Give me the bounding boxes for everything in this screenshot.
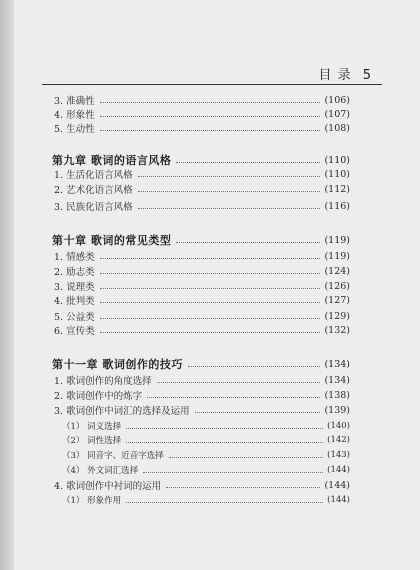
toc-entry (62, 462, 350, 478)
toc-entry-page: (127) (324, 294, 350, 306)
toc-entry-page: (138) (324, 389, 350, 401)
toc-entry (54, 181, 350, 197)
toc-chapter-entry (52, 232, 350, 248)
dot-leader (100, 318, 321, 319)
book-page (14, 0, 420, 570)
dot-leader (176, 242, 320, 243)
dot-leader (126, 428, 323, 429)
dot-leader (100, 332, 321, 333)
toc-entry-label: 3. 准确性 (54, 96, 95, 107)
toc-entry-page: (110) (324, 154, 350, 166)
toc-entry (54, 322, 350, 338)
toc-entry-label: （2） 词性选择 (62, 436, 122, 446)
toc-entry (54, 166, 350, 182)
running-header (312, 64, 372, 83)
toc-entry-label: 4. 歌词创作中衬词的运用 (54, 481, 162, 492)
toc-entry-label: 3. 说理类 (54, 282, 95, 293)
toc-chapter-entry (52, 356, 350, 372)
toc-entry-page: (112) (324, 183, 350, 195)
dot-leader (126, 442, 323, 443)
toc-entry (54, 198, 350, 214)
toc-entry-page: (144) (324, 479, 350, 491)
toc-entry-page: (143) (327, 450, 350, 460)
toc-entry (62, 432, 350, 448)
toc-entry (54, 120, 350, 136)
toc-entry-page: (124) (324, 265, 350, 277)
toc-entry-page: (134) (324, 374, 350, 386)
toc-entry-label: （1） 形象作用 (62, 496, 122, 506)
dot-leader (100, 302, 321, 303)
dot-leader (169, 457, 324, 458)
dot-leader (157, 382, 321, 383)
toc-entry-page: (142) (327, 435, 350, 445)
toc-entry (54, 372, 350, 388)
toc-entry-label: 3. 民族化语言风格 (54, 202, 133, 213)
toc-entry-page: (126) (324, 280, 350, 292)
dot-leader (100, 258, 321, 259)
toc-entry (54, 263, 350, 279)
toc-entry-page: (139) (324, 404, 350, 416)
toc-entry-label: 2. 歌词创作中的炼字 (54, 391, 143, 402)
toc-entry (54, 248, 350, 264)
dot-leader (176, 162, 320, 163)
toc-entry-label: 1. 生活化语言风格 (54, 170, 133, 181)
toc-entry-label: 4. 形象性 (54, 110, 95, 121)
toc-entry-label: 2. 励志类 (54, 267, 95, 278)
dot-leader (100, 288, 321, 289)
dot-leader (138, 176, 321, 177)
toc-entry-page: (144) (327, 495, 350, 505)
toc-entry-label: 5. 生动性 (54, 124, 95, 135)
dot-leader (166, 487, 320, 488)
toc-entry-page: (134) (324, 358, 350, 370)
toc-entry-page: (129) (324, 310, 350, 322)
toc-entry (62, 447, 350, 463)
toc-entry-label: 第九章 歌词的语言风格 (52, 154, 172, 167)
header-title: 目 录 (318, 68, 352, 83)
toc-entry-label: 5. 公益类 (54, 312, 95, 323)
toc-entry (54, 477, 350, 493)
toc-entry (54, 292, 350, 308)
toc-entry-page: (119) (324, 234, 350, 246)
toc-entry-label: 3. 歌词创作中词汇的选择及运用 (54, 406, 190, 417)
toc-entry (54, 402, 350, 418)
dot-leader (100, 273, 321, 274)
toc-entry-label: 6. 宣传类 (54, 326, 95, 337)
toc-entry (54, 387, 350, 403)
dot-leader (195, 412, 321, 413)
toc-entry-label: 2. 艺术化语言风格 (54, 185, 133, 196)
dot-leader (100, 116, 321, 117)
header-page-number: 5 (362, 68, 372, 83)
toc-entry-page: (106) (324, 94, 350, 106)
toc-entry-label: （3） 同音字、近音字选择 (62, 451, 164, 461)
toc-entry-label: （4） 外文词汇选择 (62, 466, 139, 476)
toc-entry-label: 第十一章 歌词创作的技巧 (52, 358, 183, 371)
toc-entry-page: (116) (324, 200, 350, 212)
header-rule (42, 84, 382, 85)
dot-leader (126, 502, 323, 503)
toc-entry-label: 4. 批判类 (54, 296, 95, 307)
dot-leader (100, 102, 321, 103)
toc-entry-label: 1. 歌词创作的角度选择 (54, 376, 152, 387)
toc-entry-label: 第十章 歌词的常见类型 (52, 234, 172, 247)
toc-entry-page: (119) (324, 250, 350, 262)
toc-entry-label: （1） 词义选择 (62, 422, 122, 432)
dot-leader (138, 191, 321, 192)
dot-leader (100, 130, 321, 131)
toc-entry-page: (144) (327, 465, 350, 475)
dot-leader (188, 366, 321, 367)
toc-entry-page: (132) (324, 324, 350, 336)
dot-leader (138, 208, 321, 209)
toc-entry-page: (140) (327, 421, 350, 431)
toc-entry-page: (110) (324, 168, 350, 180)
toc-entry-label: 1. 情感类 (54, 252, 95, 263)
dot-leader (143, 472, 323, 473)
toc-entry-page: (108) (324, 122, 350, 134)
toc-entry-page: (107) (324, 108, 350, 120)
toc-entry (62, 492, 350, 508)
dot-leader (147, 397, 320, 398)
